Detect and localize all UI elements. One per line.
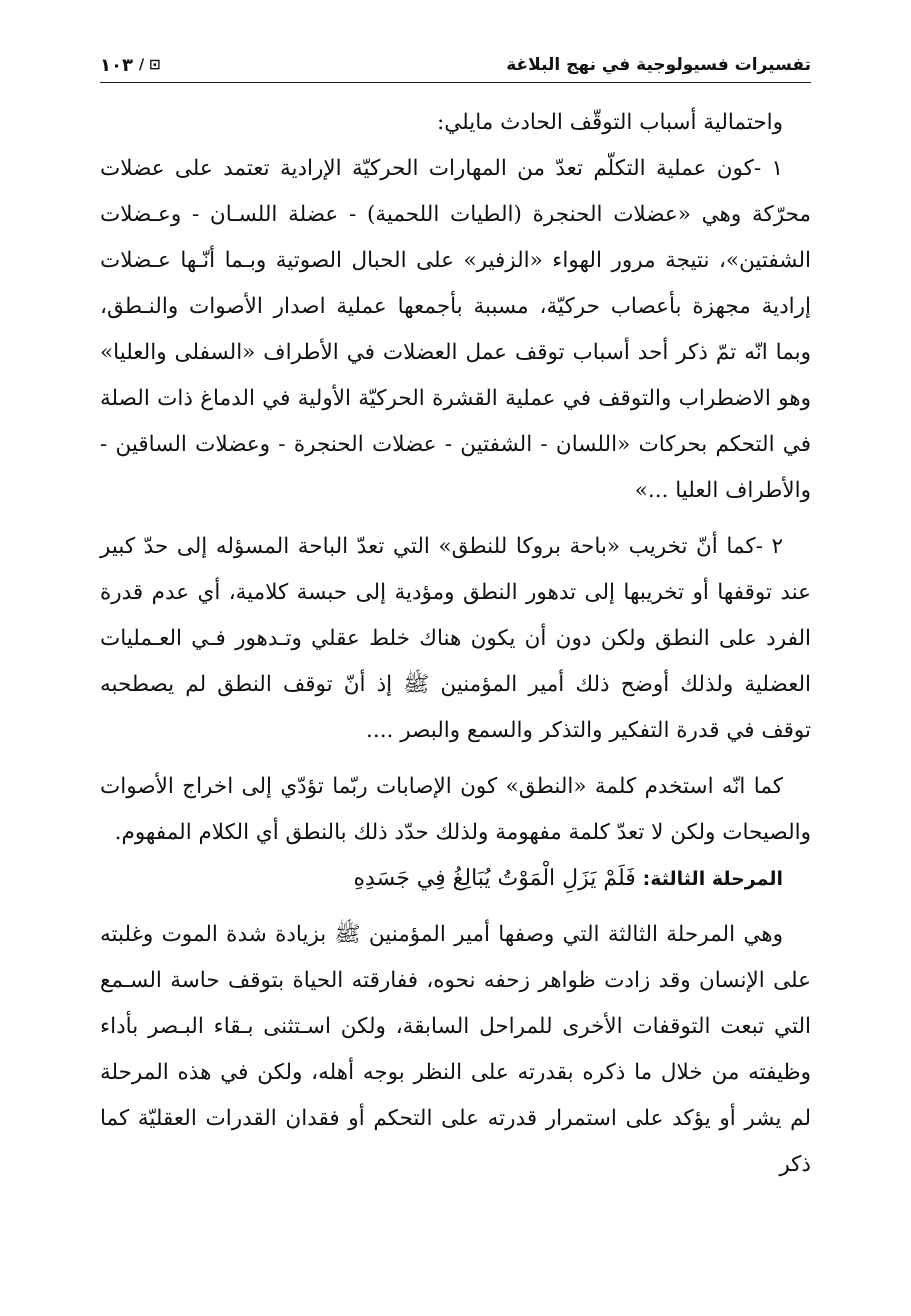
body-text — [100, 100, 811, 1188]
intro-paragraph: واحتمالية أسباب التوقّف الحادث مايلي: — [436, 110, 783, 135]
page-number: ١٠٣ — [100, 54, 133, 76]
paragraph-3: كما انّه استخدم كلمة «النطق» كون الإصابات ربّما تؤدّي إلى اخراج الأصوات والصيحات ولكن لا تعدّ كلمة مفهومة ولذلك حدّد ذلك بالنطق أي الكلام المفهوم. — [100, 774, 811, 845]
item-1-paragraph: ١ -كون عملية التكلّم تعدّ من المهارات الحركيّة الإرادية تعتمد على عضلات محرّكة وهي «عضلات الحنجرة (الطيات اللحمية) - عضلة اللسـان - وعـضلات الشفتين»، نتيجة مرور الهواء «الزفير» على الحبال الصوتية وبـما أنّـها عـضلات إرادية مجهزة بأعصاب حركيّة، مسببة بأجمعها عملية اصدار الأصوات والنـطق، وبما انّه تمّ ذكر أحد أسباب توقف عمل العضلات في الأطراف «السفلى والعليا» وهو الاضطراب والتوقف في عملية القشرة الحركيّة الأولية في الدماغ ذات الصلة في التحكم بحركات «اللسان - الشفتين - عضلات الحنجرة - وعضلات الساقين - والأطراف العليا ...» — [100, 156, 811, 503]
stage-label: المرحلة الثالثة: — [642, 868, 783, 890]
page-number-group — [100, 55, 161, 76]
stage-quote: فَلَمْ يَزَلِ الْمَوْتُ يُبَالِغُ فِي جَسَدِهِ — [353, 866, 636, 891]
paragraph-4: وهي المرحلة الثالثة التي وصفها أمير المؤمنين ﷺ بزيادة شدة الموت وغلبته على الإنسان وقد زادت ظواهر زحفه نحوه، ففارقته الحياة بتوقف حاسة السـمع التي تبعت التوقفات الأخرى للمراحل السابقة، ولكن اسـتثنى بـقاء البـصر بأداء وظيفته من خلال ما ذكره بقدرته على النظر بوجه أهله، ولكن في هذه المرحلة لم يشر أو يؤكد على استمرار قدرته على التحكم أو فقدان القدرات العقليّة كما ذكر — [100, 922, 811, 1177]
ornament-icon: ⊡ / — [138, 57, 161, 73]
book-title: تفسيرات فسيولوجية في نهج البلاغة — [506, 55, 811, 75]
running-header — [100, 48, 811, 83]
item-2-paragraph: ٢ -كما أنّ تخريب «باحة بروكا للنطق» التي تعدّ الباحة المسؤله إلى حدّ كبير عند توقفها أو تخريبها إلى تدهور النطق ومؤدية إلى حبسة كلامية، أي عدم قدرة الفرد على النطق ولكن دون أن يكون هناك خلط عقلي وتـدهور فـي العـمليات العضلية ولذلك أوضح ذلك أمير المؤمنين ﷺ إذ أنّ توقف النطق لم يصطحبه توقف في قدرة التفكير والتذكر والسمع والبصر .... — [100, 534, 811, 743]
stage-heading — [100, 856, 811, 902]
